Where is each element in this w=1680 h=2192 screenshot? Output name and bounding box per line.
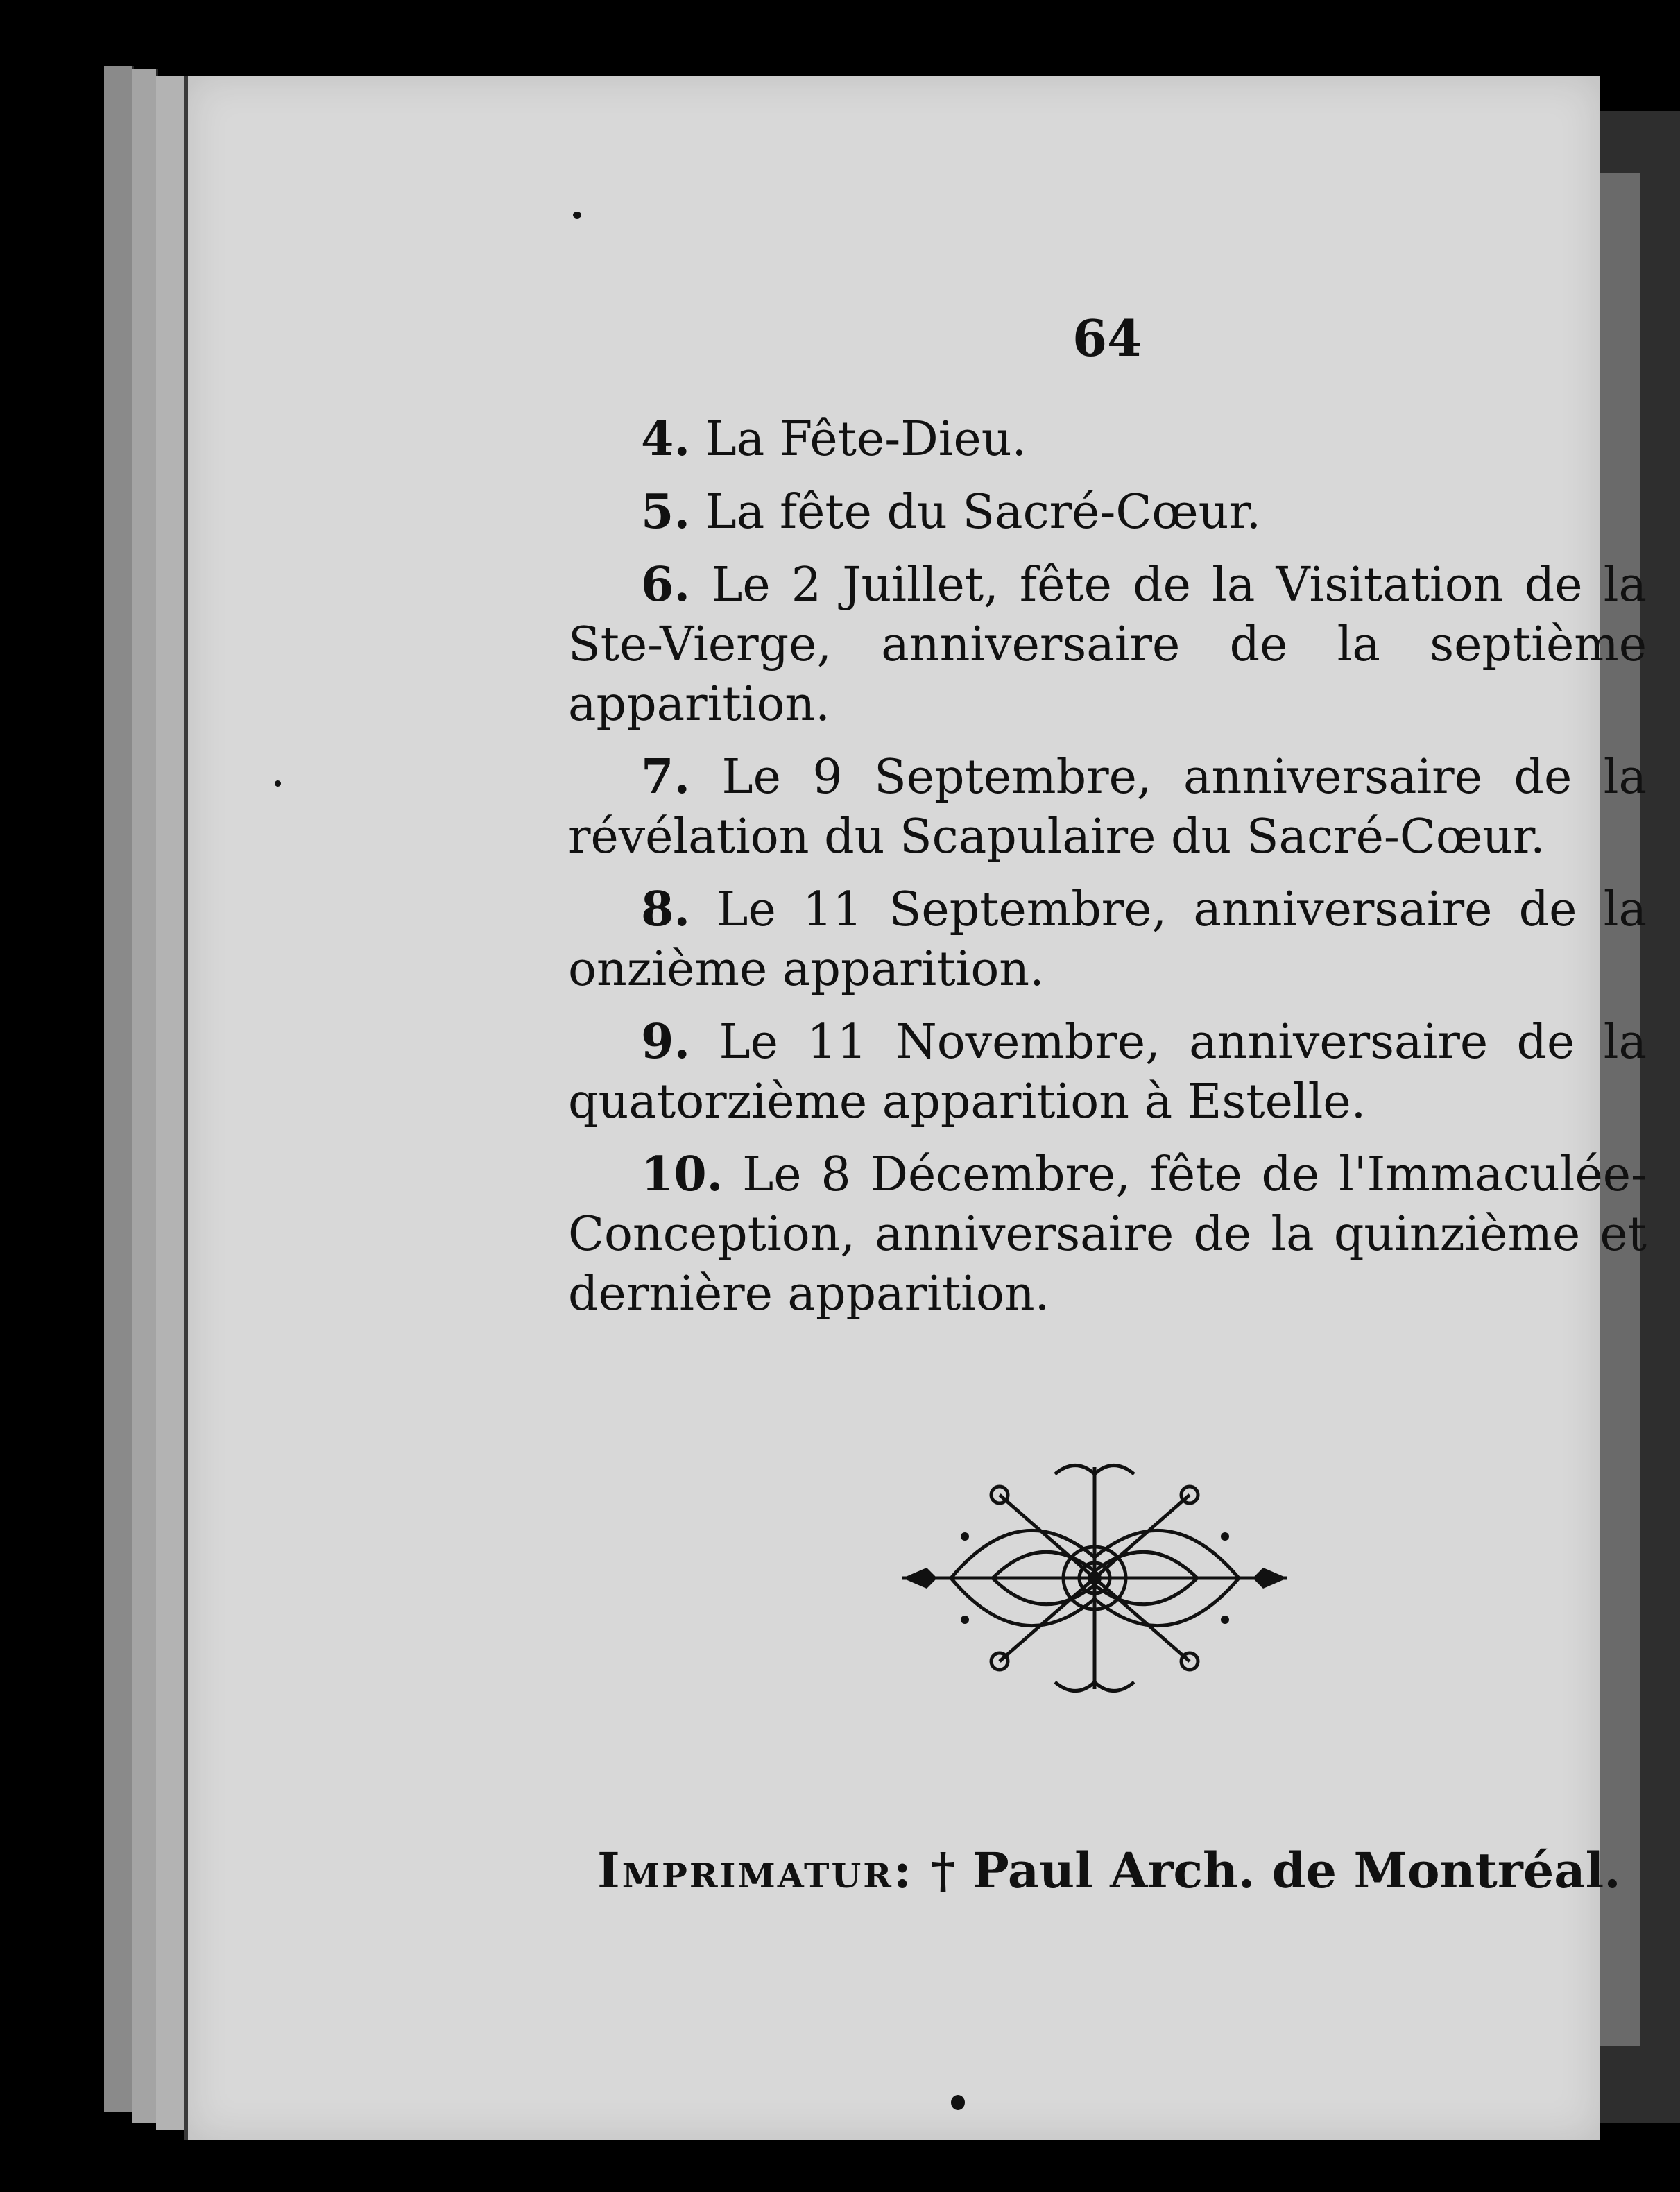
item-text: Le 8 Décembre, fête de l'Immaculée-Conception, anniversaire de la quinzième et dernière apparition. bbox=[568, 1147, 1647, 1321]
imprimatur-line bbox=[597, 1842, 1621, 1899]
item-text: Le 9 Septembre, anniversaire de la révélation du Scapulaire du Sacré-Cœur. bbox=[568, 750, 1647, 864]
item-text: Le 2 Juillet, fête de la Visitation de la Ste-Vierge, anniversaire de la septième apparition. bbox=[568, 558, 1647, 732]
item-text: La fête du Sacré-Cœur. bbox=[705, 485, 1262, 540]
item-number: 6. bbox=[641, 557, 690, 613]
item-text: Le 11 Novembre, anniversaire de la quatorzième apparition à Estelle. bbox=[568, 1015, 1647, 1129]
list-item bbox=[568, 555, 1647, 735]
ink-speck bbox=[275, 780, 281, 787]
book-page bbox=[184, 76, 1647, 2140]
imprimatur-label: Imprimatur: bbox=[597, 1842, 914, 1899]
page-edge bbox=[156, 76, 186, 2130]
imprimatur-text: Paul Arch. de Montréal. bbox=[972, 1842, 1621, 1899]
item-number: 4. bbox=[641, 411, 690, 467]
list-item bbox=[568, 409, 1647, 470]
item-number: 5. bbox=[641, 484, 690, 540]
ink-speck bbox=[573, 212, 581, 219]
list-item bbox=[568, 747, 1647, 867]
ink-speck bbox=[951, 2095, 965, 2110]
page-edge bbox=[104, 66, 134, 2112]
item-number: 8. bbox=[641, 882, 690, 937]
item-text: Le 11 Septembre, anniversaire de la onzième apparition. bbox=[568, 882, 1647, 997]
feast-list bbox=[568, 409, 1647, 1337]
item-number: 10. bbox=[641, 1147, 723, 1202]
item-number: 7. bbox=[641, 749, 690, 805]
decorative-ornament bbox=[895, 1453, 1294, 1703]
item-text: La Fête-Dieu. bbox=[705, 412, 1027, 467]
cross-symbol: † bbox=[930, 1842, 956, 1899]
page-edge bbox=[132, 69, 158, 2123]
list-item bbox=[568, 482, 1647, 542]
item-number: 9. bbox=[641, 1014, 690, 1070]
list-item bbox=[568, 880, 1647, 1000]
list-item bbox=[568, 1145, 1647, 1324]
list-item bbox=[568, 1012, 1647, 1132]
page-number: 64 bbox=[1072, 309, 1142, 368]
